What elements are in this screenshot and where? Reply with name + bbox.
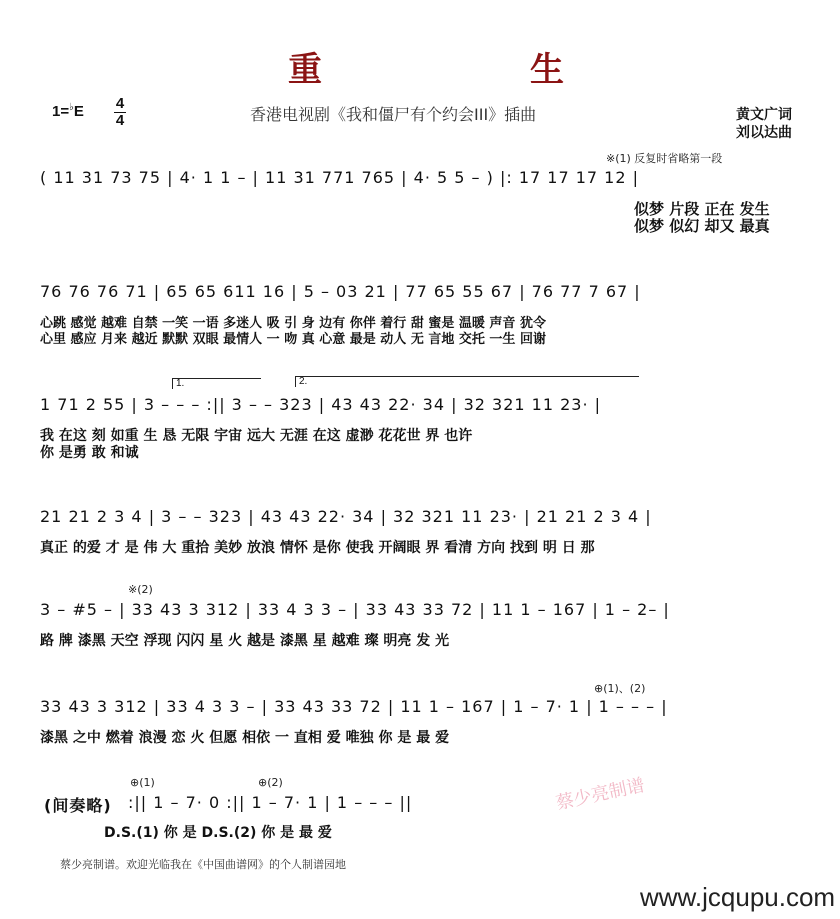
key-signature bbox=[52, 102, 84, 120]
notation-line-5: 3 – #5 – | 33 43 3 312 | 33 4 3 3 – | 33 43 33 72 | 11 1 – 167 | 1 – 2– | bbox=[40, 600, 670, 619]
lyrics-line-5: 路 牌 漆黑 天空 浮现 闪闪 星 火 越是 漆黑 星 越难 璨 明亮 发 光 bbox=[40, 633, 450, 649]
credits bbox=[736, 106, 792, 142]
notation-line-7: :|| 1 – 7· 0 :|| 1 – 7· 1 | 1 – – – || bbox=[128, 793, 413, 812]
segno-annotation-2: ※(2) bbox=[128, 583, 153, 596]
lyrics-line-3-verse-2: 你 是勇 敢 和诚 bbox=[40, 445, 139, 461]
lyrics-line-4: 真正 的爱 才 是 伟 大 重拾 美妙 放浪 情怀 是你 使我 开阔眼 界 看清 方向 找到 明 日 那 bbox=[40, 540, 595, 556]
lyrics-line-3-verse-1: 我 在这 刻 如重 生 恳 无限 宇宙 远大 无涯 在这 虚渺 花花世 界 也许 bbox=[40, 428, 473, 444]
volta-1: 1. bbox=[172, 378, 261, 389]
title-char-1: 重 bbox=[288, 50, 322, 90]
lyrics-line-1-verse-1: 似梦 片段 正在 发生 bbox=[634, 200, 770, 218]
notation-line-1: ( 11 31 73 75 | 4· 1 1 – | 11 31 771 765 | 4· 5 5 – ) |: 17 17 17 12 | bbox=[40, 168, 639, 187]
time-bottom: 4 bbox=[115, 112, 125, 129]
time-top: 4 bbox=[115, 95, 125, 112]
coda-annotation: ⊕(1)、(2) bbox=[594, 682, 646, 695]
coda-annotation-1: ⊕(1) bbox=[130, 776, 155, 789]
lyrics-line-7: D.S.(1) 你 是 D.S.(2) 你 是 最 爱 bbox=[104, 825, 332, 841]
key-label: 1= bbox=[52, 103, 70, 120]
lyrics-line-6: 漆黑 之中 燃着 浪漫 恋 火 但愿 相依 一 直相 爱 唯独 你 是 最 爱 bbox=[40, 730, 450, 746]
notation-line-3: 1 71 2 55 | 3 – – – :|| 3 – – 323 | 43 43 22· 34 | 32 321 11 23· | bbox=[40, 395, 601, 414]
coda-annotation-2: ⊕(2) bbox=[258, 776, 283, 789]
lyrics-line-2-verse-2: 心里 感应 月来 越近 默默 双眼 最情人 一 吻 真 心意 最是 动人 无 言地 交托 一生 回谢 bbox=[40, 332, 546, 347]
composer: 刘以达曲 bbox=[736, 125, 792, 141]
lyrics-line-1-verse-2: 似梦 似幻 却又 最真 bbox=[634, 217, 770, 235]
notation-line-4: 21 21 2 3 4 | 3 – – 323 | 43 43 22· 34 | 32 321 11 23· | 21 21 2 3 4 | bbox=[40, 507, 652, 526]
key-note: E bbox=[73, 103, 84, 120]
footer-note: 蔡少亮制谱。欢迎光临我在《中国曲谱网》的个人制谱园地 bbox=[60, 858, 346, 871]
lyrics-line-2-verse-1: 心跳 感觉 越难 自禁 一笑 一语 多迷人 吸 引 身 边有 你伴 着行 甜 蜜是 温暖 声音 犹令 bbox=[40, 316, 546, 331]
interlude-label: (间奏略) bbox=[44, 796, 112, 815]
flat-icon: ♭ bbox=[69, 102, 74, 113]
notation-line-2: 76 76 76 71 | 65 65 611 16 | 5 – 03 21 | 77 65 55 67 | 76 77 7 67 | bbox=[40, 282, 641, 301]
lyricist: 黄文广词 bbox=[736, 107, 792, 123]
notation-line-6: 33 43 3 312 | 33 4 3 3 – | 33 43 33 72 | 11 1 – 167 | 1 – 7· 1 | 1 – – – | bbox=[40, 697, 668, 716]
title-char-2: 生 bbox=[530, 50, 564, 90]
watermark: 蔡少亮制谱 bbox=[554, 774, 647, 815]
subtitle: 香港电视剧《我和僵尸有个约会III》插曲 bbox=[250, 105, 537, 124]
segno-annotation-1: ※(1) 反复时省略第一段 bbox=[606, 152, 723, 165]
time-signature bbox=[114, 97, 126, 128]
volta-2: 2. bbox=[295, 376, 639, 387]
site-url[interactable]: www.jcqupu.com bbox=[640, 882, 836, 912]
